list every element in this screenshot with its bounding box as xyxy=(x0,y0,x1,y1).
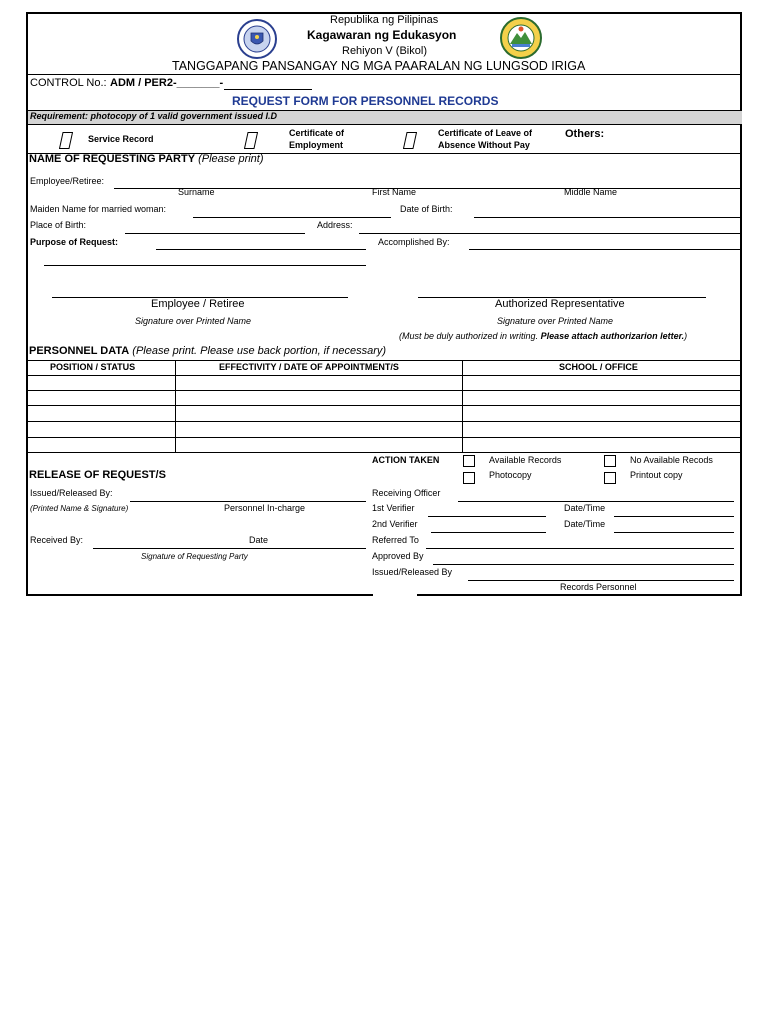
dob-label: Date of Birth: xyxy=(400,204,453,214)
no-records-label: No Available Recods xyxy=(630,455,713,465)
accomplished-label: Accomplished By: xyxy=(378,237,450,247)
action-heading: ACTION TAKEN xyxy=(372,455,440,465)
personnel-heading: PERSONNEL DATA (Please print. Please use back portion, if necessary) xyxy=(29,345,387,357)
header-region: Rehiyon V (Bikol) xyxy=(342,45,427,57)
header-republic: Republika ng Pilipinas xyxy=(330,14,439,26)
control-label: CONTROL No.: xyxy=(30,77,107,89)
col-position: POSITION / STATUS xyxy=(50,362,136,372)
printout-checkbox[interactable] xyxy=(604,472,616,484)
employee-label: Employee/Retiree: xyxy=(30,176,105,186)
records-personnel-caption: Records Personnel xyxy=(560,582,637,592)
col-effectivity: EFFECTIVITY / DATE OF APPOINTMENT/S xyxy=(219,362,399,372)
deped-seal-icon xyxy=(234,19,280,59)
no-records-checkbox[interactable] xyxy=(604,455,616,467)
requirement-note: Requirement: photocopy of 1 valid government issued I.D xyxy=(30,111,278,121)
maiden-name-label: Maiden Name for married woman: xyxy=(30,204,167,214)
printout-label: Printout copy xyxy=(630,470,683,480)
issued-released-label: Issued/Released By xyxy=(372,567,453,577)
option-coe-line1: Certificate of xyxy=(289,128,345,138)
service-record-checkbox[interactable] xyxy=(59,132,73,149)
requesting-heading: NAME OF REQUESTING PARTY (Please print) xyxy=(29,153,264,165)
signature-caption-2: Signature over Printed Name xyxy=(497,316,614,326)
verifier1-label: 1st Verifier xyxy=(372,503,415,513)
middle-name-label: Middle Name xyxy=(564,187,618,197)
approved-by-label: Approved By xyxy=(372,551,424,561)
purpose-label: Purpose of Request: xyxy=(30,237,119,247)
option-lwop-line2: Absence Without Pay xyxy=(438,140,530,150)
date-caption: Date xyxy=(249,535,269,545)
header-division: TANGGAPANG PANSANGAY NG MGA PAARALAN NG LUNGSOD IRIGA xyxy=(172,59,586,73)
signature-party-caption: Signature of Requesting Party xyxy=(141,552,248,561)
issued-label: Issued/Released By: xyxy=(30,488,113,498)
referred-to-label: Referred To xyxy=(372,535,419,545)
employee-retiree-caption: Employee / Retiree xyxy=(151,298,245,310)
release-heading: RELEASE OF REQUEST/S xyxy=(29,469,166,481)
verifier2-label: 2nd Verifier xyxy=(372,519,418,529)
photocopy-checkbox[interactable] xyxy=(463,472,475,484)
form-title: REQUEST FORM FOR PERSONNEL RECORDS xyxy=(232,94,499,108)
lwop-checkbox[interactable] xyxy=(403,132,417,149)
available-records-checkbox[interactable] xyxy=(463,455,475,467)
datetime2-label: Date/Time xyxy=(564,519,606,529)
photocopy-label: Photocopy xyxy=(489,470,532,480)
datetime1-label: Date/Time xyxy=(564,503,606,513)
printed-name-caption: (Printed Name & Signature) xyxy=(30,504,129,513)
control-number[interactable]: ADM / PER2-_______- xyxy=(110,77,224,89)
header-department: Kagawaran ng Edukasyon xyxy=(307,28,457,42)
iriga-city-seal-icon xyxy=(498,17,544,59)
available-records-label: Available Records xyxy=(489,455,562,465)
signature-caption-1: Signature over Printed Name xyxy=(135,316,252,326)
address-label: Address: xyxy=(317,220,353,230)
option-service-record: Service Record xyxy=(88,134,154,144)
option-coe-line2: Employment xyxy=(289,140,344,150)
received-label: Received By: xyxy=(30,535,84,545)
option-lwop-line1: Certificate of Leave of xyxy=(438,128,533,138)
receiving-officer-label: Receiving Officer xyxy=(372,488,441,498)
authorized-rep-caption: Authorized Representative xyxy=(495,298,625,310)
first-name-label: First Name xyxy=(372,187,417,197)
coe-checkbox[interactable] xyxy=(244,132,258,149)
pob-label: Place of Birth: xyxy=(30,220,87,230)
personnel-incharge-caption: Personnel In-charge xyxy=(224,503,306,513)
request-form xyxy=(26,12,742,596)
surname-label: Surname xyxy=(178,187,215,197)
option-others[interactable]: Others: xyxy=(565,128,605,140)
col-school: SCHOOL / OFFICE xyxy=(559,362,638,372)
authorization-note: (Must be duly authorized in writing. Please attach authorizarion letter.) xyxy=(399,331,688,341)
